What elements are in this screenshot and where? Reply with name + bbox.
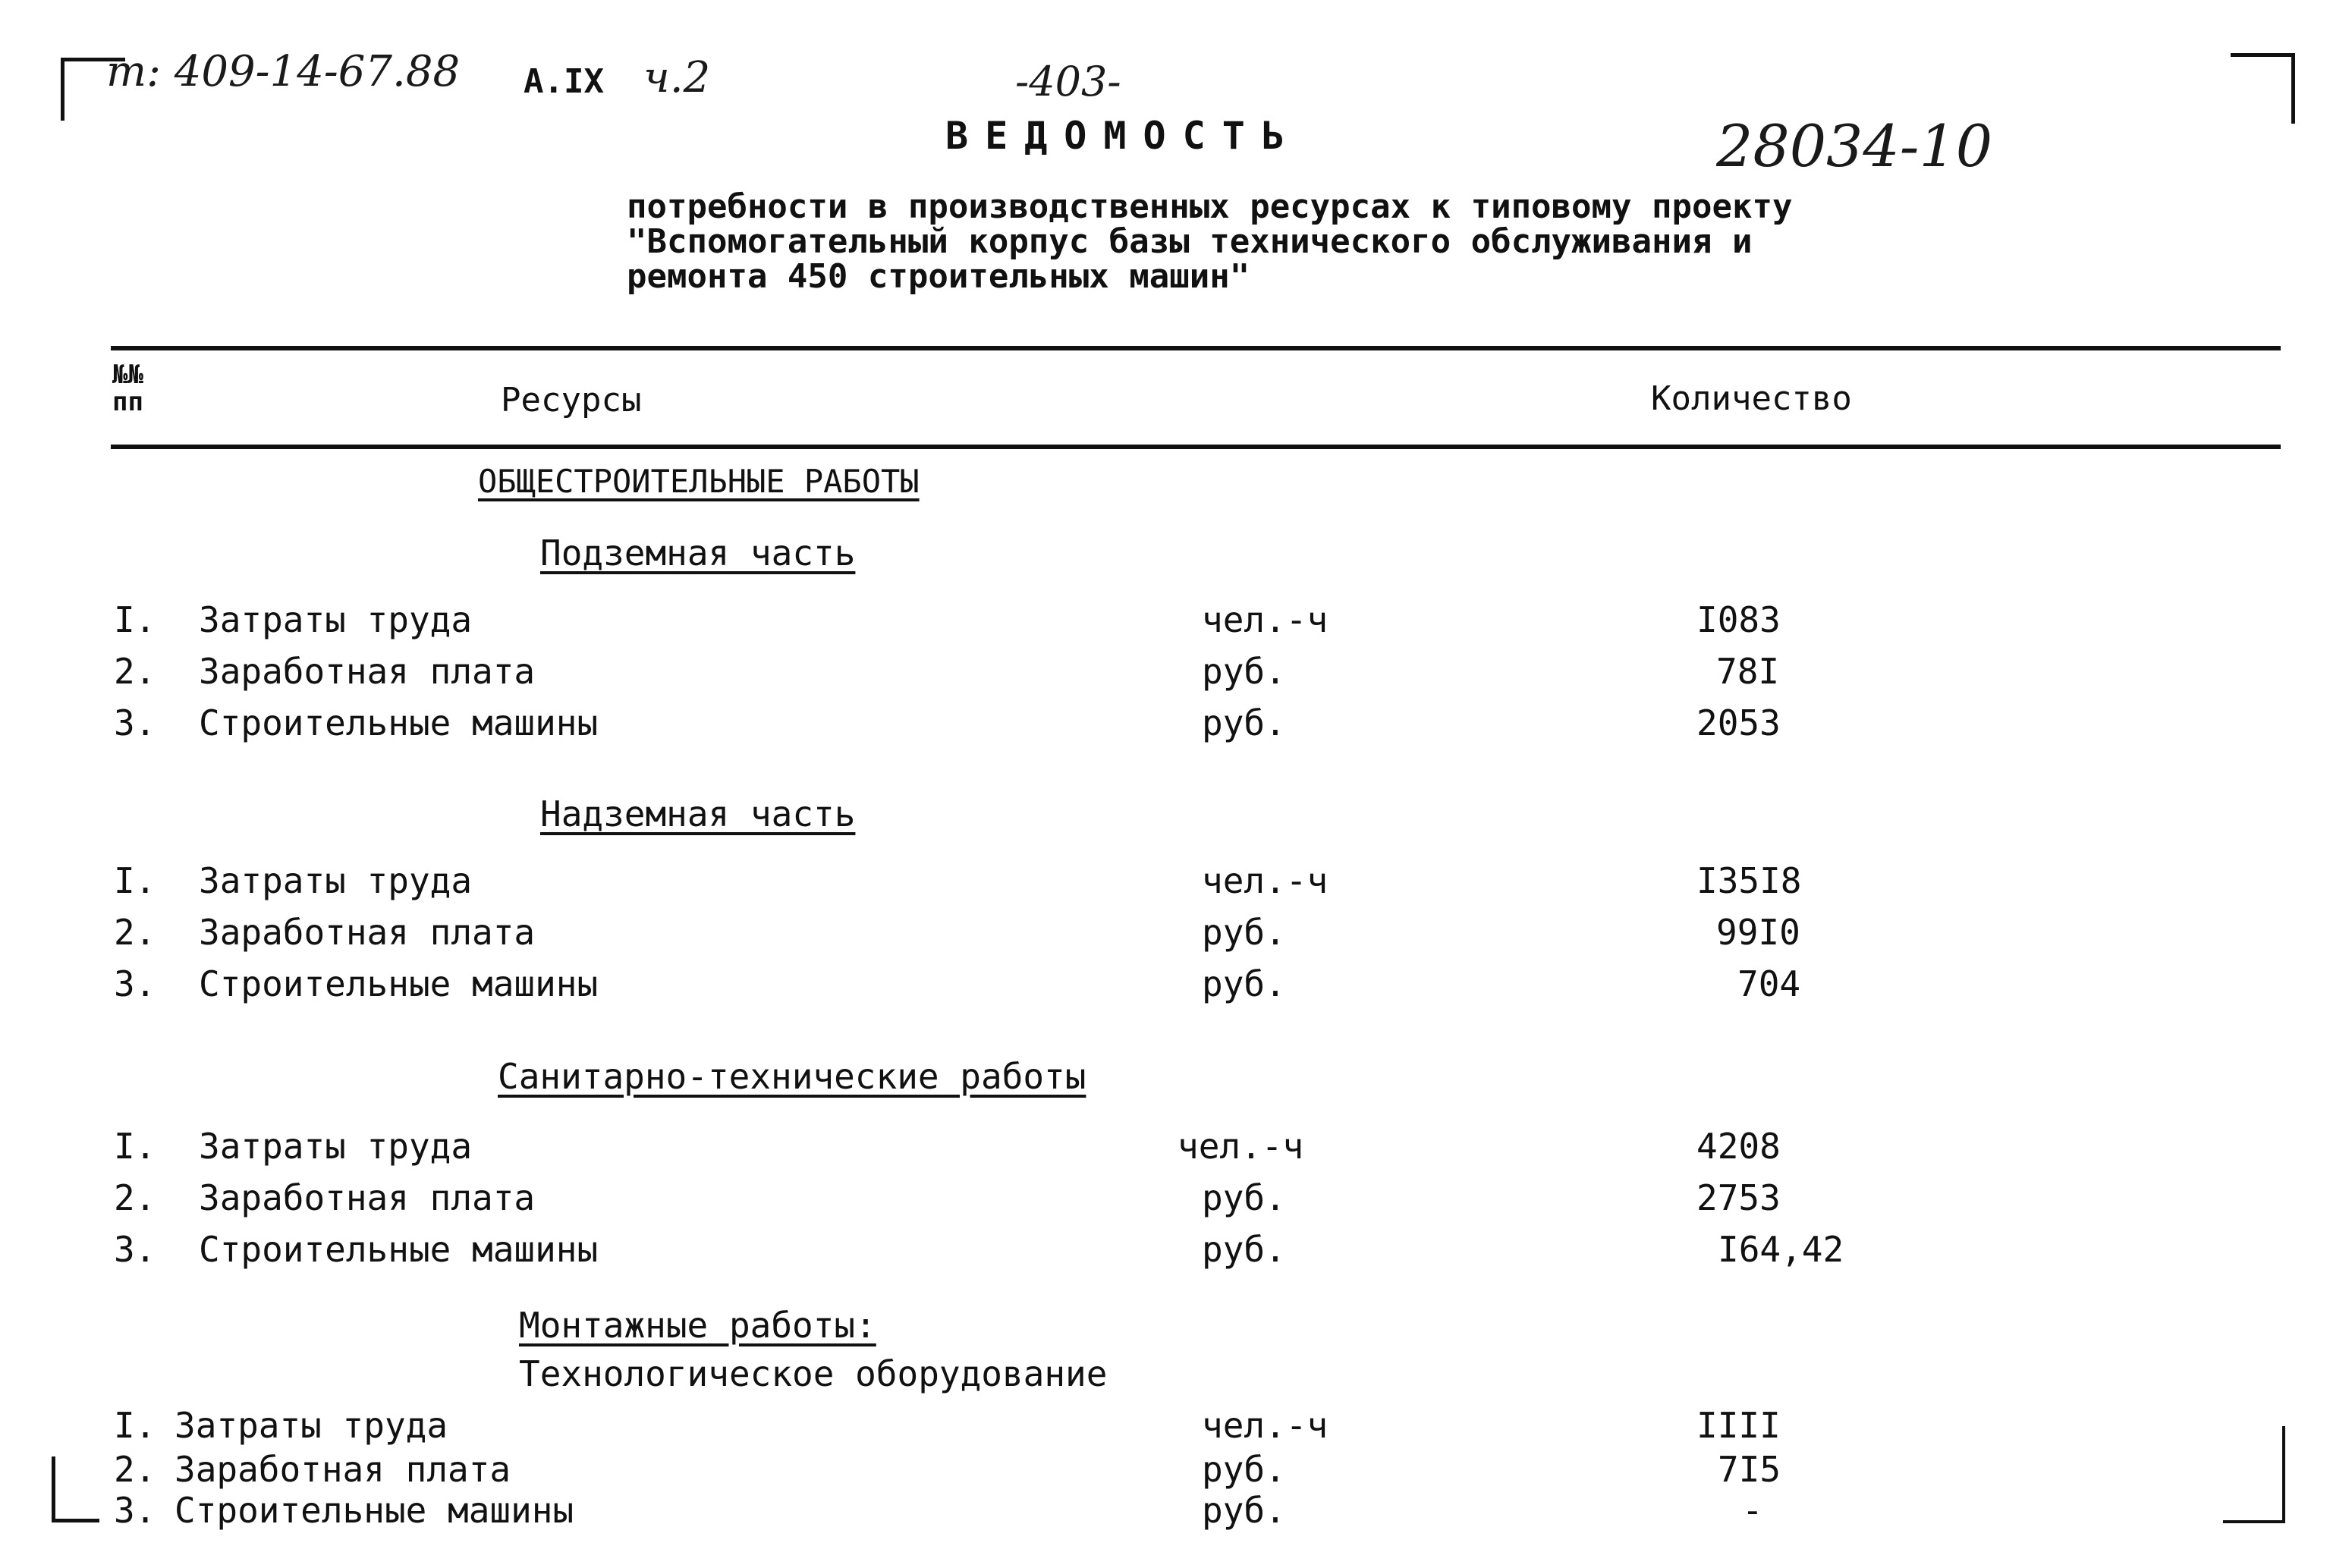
table-row [0, 860, 2330, 906]
row-number: I. [114, 1405, 156, 1446]
row-resource: Заработная плата [175, 1449, 511, 1490]
row-quantity: - [1742, 1490, 1763, 1531]
table-row [0, 651, 2330, 696]
row-number: 2. [114, 1177, 156, 1218]
equipment-note: Технологическое оборудование [519, 1353, 1108, 1394]
row-resource: Строительные машины [199, 702, 599, 743]
frame-corner-top-right [2231, 53, 2295, 124]
col-resources-header: Ресурсы [501, 381, 642, 419]
col-num-header [112, 361, 143, 416]
table-row [0, 1405, 2330, 1450]
row-unit: чел.-ч [1202, 860, 1329, 901]
table-row [0, 1490, 2330, 1535]
row-quantity: I64,42 [1718, 1229, 1844, 1270]
row-unit: руб. [1202, 1490, 1286, 1531]
description-line-2: "Вспомогательный корпус базы технического обслуживания и [627, 222, 1753, 261]
document-title: ВЕДОМОСТЬ [945, 114, 1301, 158]
doc-code: т: 409-14-67.88 [106, 47, 461, 96]
col-num-line-1: №№ [112, 360, 143, 390]
album-label: А.IX [524, 62, 604, 101]
row-quantity: 704 [1737, 963, 1801, 1004]
row-unit: руб. [1202, 963, 1286, 1004]
row-number: 3. [114, 1229, 156, 1270]
row-resource: Строительные машины [199, 1229, 599, 1270]
page-number: -403- [1015, 58, 1121, 105]
col-num-line-2: пп [112, 387, 143, 417]
col-quantity-header: Количество [1651, 379, 1852, 418]
table-top-rule [111, 346, 2281, 350]
row-resource: Затраты труда [199, 860, 473, 901]
document-description [627, 187, 1793, 296]
row-quantity: IIII [1696, 1405, 1781, 1446]
row-unit: чел.-ч [1202, 1405, 1329, 1446]
subheading-underground: Подземная часть [540, 533, 856, 573]
row-unit: руб. [1202, 1229, 1286, 1270]
row-quantity: 7I5 [1718, 1449, 1781, 1490]
row-number: 2. [114, 1449, 156, 1490]
inventory-number: 28034-10 [1716, 112, 1993, 180]
table-row [0, 963, 2330, 1009]
row-number: 2. [114, 912, 156, 953]
row-unit: руб. [1202, 912, 1286, 953]
part-label: ч.2 [643, 53, 711, 102]
row-quantity: 4208 [1696, 1126, 1781, 1167]
row-number: 3. [114, 1490, 156, 1531]
row-number: I. [114, 599, 156, 640]
subheading-installation: Монтажные работы: [519, 1305, 876, 1346]
table-row [0, 1177, 2330, 1223]
section-heading-general-construction: ОБЩЕСТРОИТЕЛЬНЫЕ РАБОТЫ [478, 463, 920, 500]
row-unit: чел.-ч [1202, 599, 1329, 640]
row-resource: Затраты труда [199, 1126, 473, 1167]
row-quantity: 2753 [1696, 1177, 1781, 1218]
row-quantity: 2053 [1696, 702, 1781, 743]
row-unit: руб. [1202, 1177, 1286, 1218]
row-resource: Строительные машины [199, 963, 599, 1004]
row-resource: Заработная плата [199, 912, 536, 953]
row-number: 2. [114, 651, 156, 692]
table-row [0, 1229, 2330, 1274]
row-number: I. [114, 1126, 156, 1167]
row-unit: руб. [1202, 651, 1286, 692]
row-quantity: 78I [1716, 651, 1780, 692]
row-quantity: 99I0 [1716, 912, 1800, 953]
row-resource: Строительные машины [175, 1490, 574, 1531]
table-row [0, 702, 2330, 748]
subheading-sanitary: Санитарно-технические работы [498, 1056, 1086, 1097]
row-number: I. [114, 860, 156, 901]
table-row [0, 1449, 2330, 1494]
row-quantity: I083 [1696, 599, 1781, 640]
subheading-aboveground: Надземная часть [540, 793, 856, 834]
description-line-1: потребности в производственных ресурсах к типовому проекту [627, 187, 1793, 226]
row-unit: руб. [1202, 702, 1286, 743]
table-row [0, 599, 2330, 645]
row-unit: чел.-ч [1178, 1126, 1304, 1167]
row-resource: Заработная плата [199, 1177, 536, 1218]
table-row [0, 912, 2330, 957]
row-resource: Затраты труда [175, 1405, 448, 1446]
table-header-rule [111, 445, 2281, 449]
row-number: 3. [114, 702, 156, 743]
row-resource: Заработная плата [199, 651, 536, 692]
row-quantity: I35I8 [1696, 860, 1802, 901]
row-resource: Затраты труда [199, 599, 473, 640]
row-unit: руб. [1202, 1449, 1286, 1490]
row-number: 3. [114, 963, 156, 1004]
table-row [0, 1126, 2330, 1171]
description-line-3: ремонта 450 строительных машин" [627, 257, 1250, 296]
